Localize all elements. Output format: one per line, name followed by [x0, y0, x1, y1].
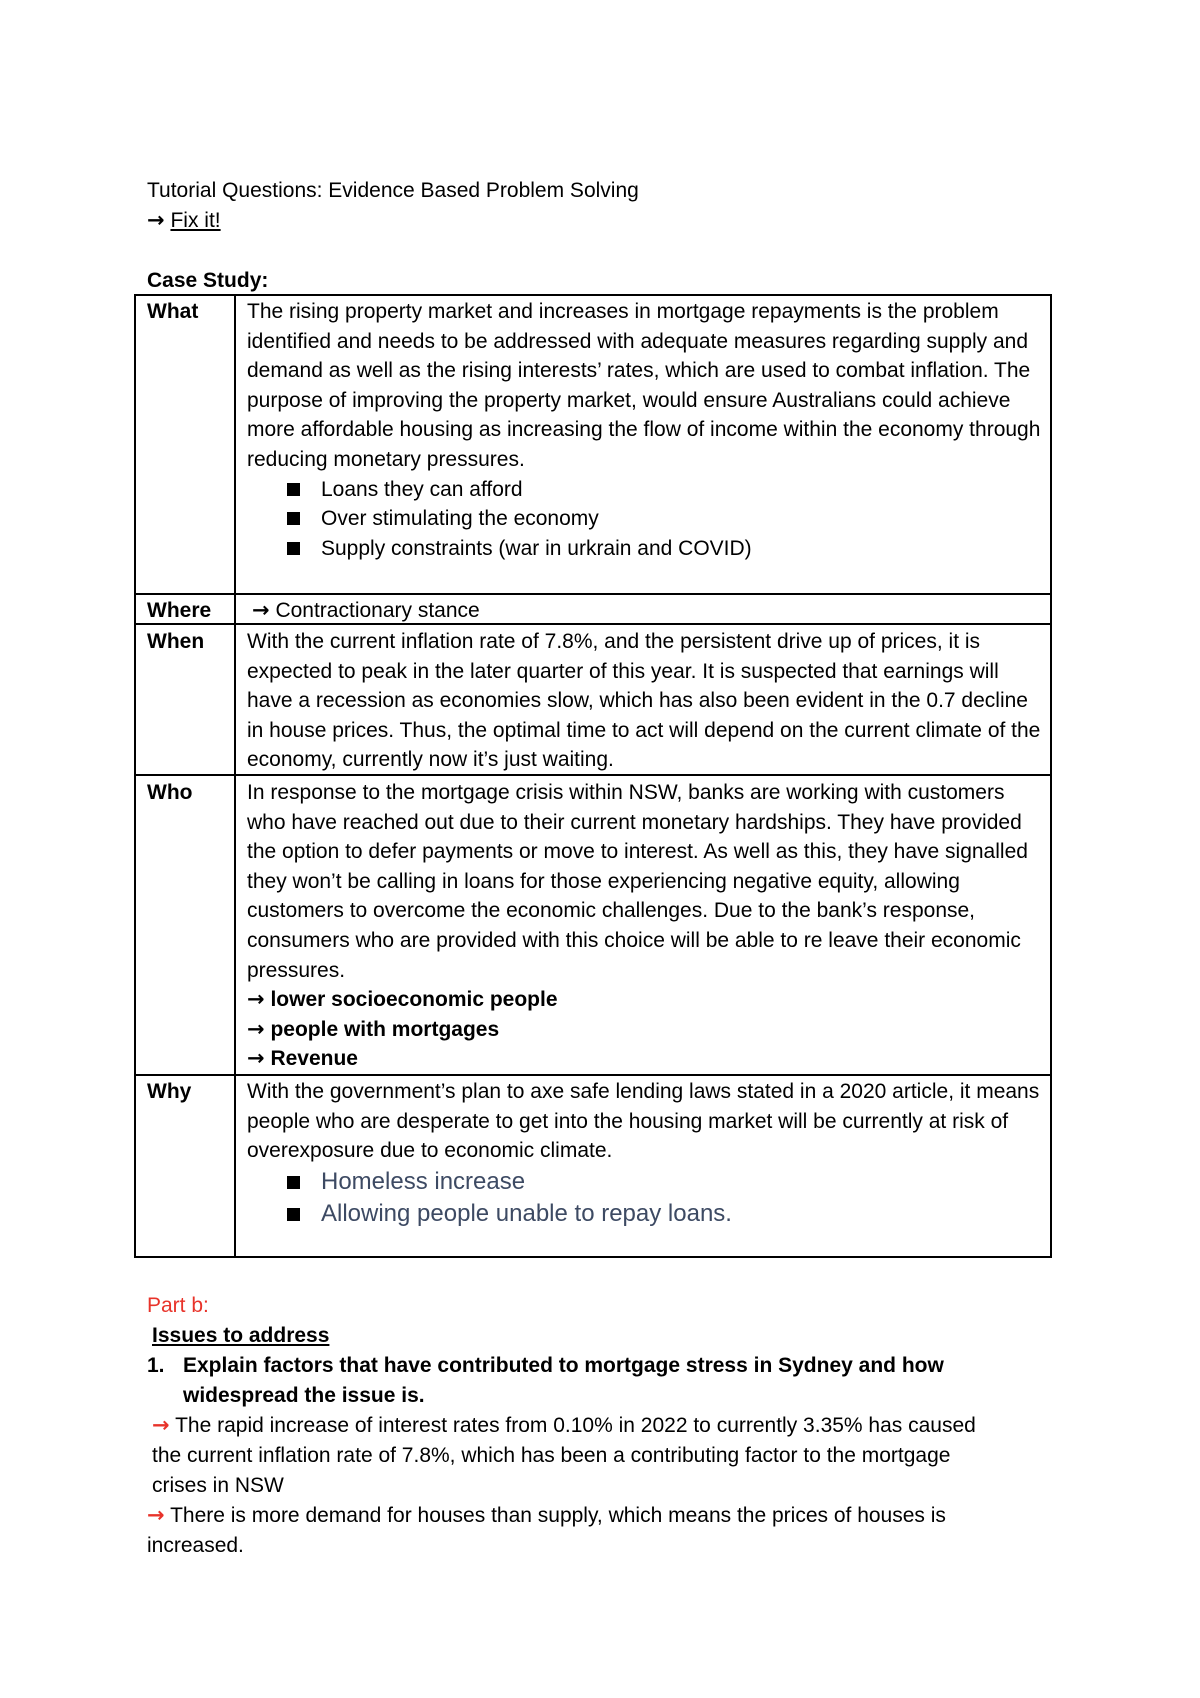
right-arrow-icon: → — [147, 1503, 165, 1527]
table-border-right — [1050, 294, 1052, 1258]
question-line-1: Explain factors that have contributed to mortgage stress in Sydney and how — [183, 1354, 944, 1377]
answer-2-line-2: increased. — [147, 1534, 244, 1557]
square-bullet-icon — [287, 542, 300, 555]
row-label-why: Why — [147, 1080, 192, 1103]
right-arrow-icon: → — [247, 1016, 265, 1041]
why-paragraph: With the government’s plan to axe safe lending laws stated in a 2020 article, it means people who are desperate to get into the housing market will be currently at risk of overexposure due to economic climate. — [247, 1080, 1040, 1163]
list-item: Loans they can afford — [287, 475, 1047, 505]
part-b-heading: Part b: — [147, 1294, 209, 1317]
right-arrow-icon: → — [247, 987, 265, 1012]
square-bullet-icon — [287, 1208, 300, 1221]
answer-1-line-3: crises in NSW — [152, 1474, 284, 1497]
list-item: Homeless increase — [287, 1166, 1047, 1198]
row-label-when: When — [147, 630, 205, 653]
answer-1-line-1: → The rapid increase of interest rates from 0.10% in 2022 to currently 3.35% has caused — [152, 1413, 976, 1437]
table-border-top — [134, 294, 1052, 296]
case-study-label: Case Study: — [147, 269, 269, 292]
right-arrow-icon: → — [152, 1413, 170, 1437]
square-bullet-icon — [287, 1176, 300, 1189]
row-label-what: What — [147, 300, 199, 323]
row-content-why — [247, 1077, 1047, 1230]
right-arrow-icon: → — [147, 208, 165, 232]
square-bullet-icon — [287, 483, 300, 496]
row-label-where: Where — [147, 599, 212, 622]
list-item: → people with mortgages — [247, 1016, 500, 1041]
row-content-what — [247, 297, 1047, 563]
fix-it-label: Fix it! — [170, 209, 221, 232]
table-border-left — [134, 294, 136, 1258]
answer-1-line-2: the current inflation rate of 7.8%, which has been a contributing factor to the mortgage — [152, 1444, 951, 1467]
what-paragraph: The rising property market and increases in mortgage repayments is the problem identified and needs to be addressed with adequate measures regarding supply and demand as well as the rising interests’ rates, which are used to combat inflation. The purpose of improving the property market, would ensure Australians could achieve more affordable housing as increasing the flow of income within the economy through reducing monetary pressures. — [247, 300, 1041, 471]
row-content-when: With the current inflation rate of 7.8%, and the persistent drive up of prices, it is expected to peak in the later quarter of this year. It is suspected that earnings will have a recession as economies slow, which has also been evident in the 0.7 decline in house prices. Thus, the optimal time to act will depend on the current climate of the economy, currently now it’s just waiting. — [247, 630, 1041, 772]
row-content-who — [247, 778, 1047, 1074]
row-label-who: Who — [147, 781, 193, 804]
who-paragraph: In response to the mortgage crisis within NSW, banks are working with customers who have reached out due to their current monetary hardships. They have provided the option to defer payments or move to interest. As well as this, they have signalled they won’t be calling in loans for those experiencing negative equity, allowing customers to overcome the economic challenges. Due to the bank’s response, consumers who are provided with this choice will be able to re leave their economic pressures. — [247, 781, 1028, 982]
what-bullet-list — [287, 475, 1047, 564]
row-content-where: → Contractionary stance — [252, 598, 480, 622]
right-arrow-icon: → — [247, 1046, 265, 1071]
list-item: → lower socioeconomic people — [247, 987, 558, 1012]
right-arrow-icon: → — [252, 598, 270, 622]
question-number: 1. — [147, 1354, 165, 1377]
list-item: Supply constraints (war in urkrain and COVID) — [287, 534, 1047, 564]
list-item: Allowing people unable to repay loans. — [287, 1198, 1047, 1230]
list-item: Over stimulating the economy — [287, 504, 1047, 534]
table-column-divider — [234, 294, 236, 1258]
fix-it-line — [147, 206, 221, 235]
table-row-divider — [134, 593, 1052, 595]
answer-2-line-1: → There is more demand for houses than supply, which means the prices of houses is — [147, 1503, 946, 1527]
table-border-bottom — [134, 1256, 1052, 1258]
why-bullet-list — [287, 1166, 1047, 1230]
list-item: → Revenue — [247, 1046, 358, 1071]
table-row-divider — [134, 1074, 1052, 1076]
question-line-2: widespread the issue is. — [183, 1384, 425, 1407]
issues-heading: Issues to address — [152, 1324, 330, 1347]
square-bullet-icon — [287, 512, 300, 525]
document-title: Tutorial Questions: Evidence Based Problem Solving — [147, 179, 639, 202]
